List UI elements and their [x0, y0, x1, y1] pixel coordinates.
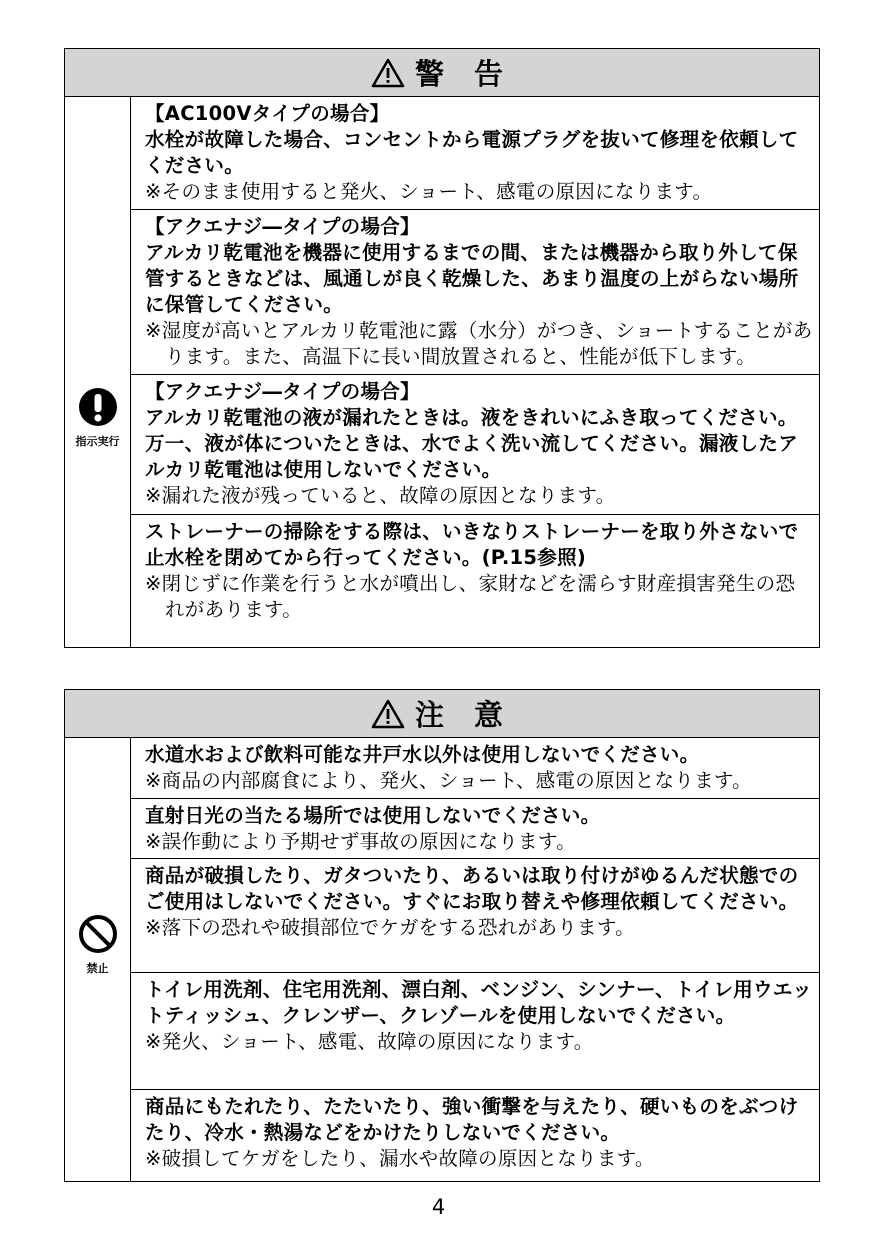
item-text: 水栓が故障した場合、コンセントから電源プラグを抜いて修理を依頼してください。 [145, 128, 799, 177]
warning-symbol-column [65, 97, 131, 647]
item-note: ※誤作動により予期せず事故の原因になります。 [145, 830, 576, 853]
warning-title: 警 告 [414, 57, 514, 91]
item-note: ※湿度が高いとアルカリ乾電池に露（水分）がつき、ショートすることがあります。また、高温下に長い間放置されると、性能が低下します。 [145, 319, 813, 368]
caution-title: 注 意 [414, 698, 514, 732]
item-text: 商品にもたれたり、たたいたり、強い衝撃を与えたり、硬いものをぶつけたり、冷水・熱湯などをかけたりしないでください。 [145, 1095, 799, 1144]
item-text: 水道水および飲料可能な井戸水以外は使用しないでください。 [145, 743, 700, 766]
item-text: アルカリ乾電池を機器に使用するまでの間、または機器から取り外して保管するときなどは、風通しが良く乾燥した、あまり温度の上がらない場所に保管してください。 [145, 241, 799, 316]
item-note: ※そのまま使用すると発火、ショート、感電の原因になります。 [145, 180, 713, 203]
mandatory-action-symbol [65, 387, 130, 449]
warning-item [131, 97, 819, 210]
item-text: ストレーナーの掃除をする際は、いきなりストレーナーを取り外さないで止水栓を閉めてから行ってください。(P.15参照) [145, 520, 799, 569]
exclamation-circle-icon [78, 387, 118, 427]
mandatory-action-label: 指示実行 [75, 435, 120, 448]
prohibited-symbol [65, 914, 130, 976]
caution-item [131, 1090, 819, 1181]
warning-header [65, 49, 819, 97]
caution-item [131, 859, 819, 973]
item-note: ※発火、ショート、感電、故障の原因になります。 [145, 1030, 594, 1053]
warning-triangle-icon [371, 699, 405, 729]
caution-item [131, 973, 819, 1090]
item-text: 商品が破損したり、ガタついたり、あるいは取り付けがゆるんだ状態でのご使用はしないでください。すぐにお取り替えや修理依頼してください。 [145, 864, 799, 913]
item-text: 直射日光の当たる場所では使用しないでください。 [145, 804, 601, 827]
item-heading: 【AC100Vタイプの場合】 [145, 102, 390, 125]
caution-item [131, 738, 819, 799]
warning-box [64, 48, 820, 648]
warning-item [131, 515, 819, 647]
caution-header [65, 690, 819, 738]
warning-item [131, 210, 819, 375]
warning-triangle-icon [371, 58, 405, 88]
caution-item [131, 799, 819, 859]
prohibited-label: 禁止 [86, 962, 109, 975]
caution-symbol-column [65, 738, 131, 1181]
item-note: ※漏れた液が残っていると、故障の原因となります。 [145, 484, 616, 507]
item-note: ※商品の内部腐食により、発火、ショート、感電の原因となります。 [145, 769, 752, 792]
prohibited-icon [78, 914, 118, 954]
item-heading: 【アクエナジ―タイプの場合】 [145, 215, 420, 238]
warning-item [131, 375, 819, 515]
item-text: トイレ用洗剤、住宅用洗剤、漂白剤、ベンジン、シンナー、トイレ用ウエットティッシュ、クレンザー、クレゾールを使用しないでください。 [145, 978, 813, 1027]
item-note: ※破損してケガをしたり、漏水や故障の原因となります。 [145, 1147, 655, 1170]
page-number: 4 [431, 1195, 446, 1219]
item-text: アルカリ乾電池の液が漏れたときは。液をきれいにふき取ってください。万一、液が体についたときは、水でよく洗い流してください。漏液したアルカリ乾電池は使用しないでください。 [145, 406, 799, 481]
item-note: ※閉じずに作業を行うと水が噴出し、家財などを濡らす財産損害発生の恐れがあります。 [145, 572, 796, 621]
item-note: ※落下の恐れや破損部位でケガをする恐れがあります。 [145, 916, 635, 939]
item-heading: 【アクエナジ―タイプの場合】 [145, 380, 420, 403]
caution-box [64, 689, 820, 1182]
